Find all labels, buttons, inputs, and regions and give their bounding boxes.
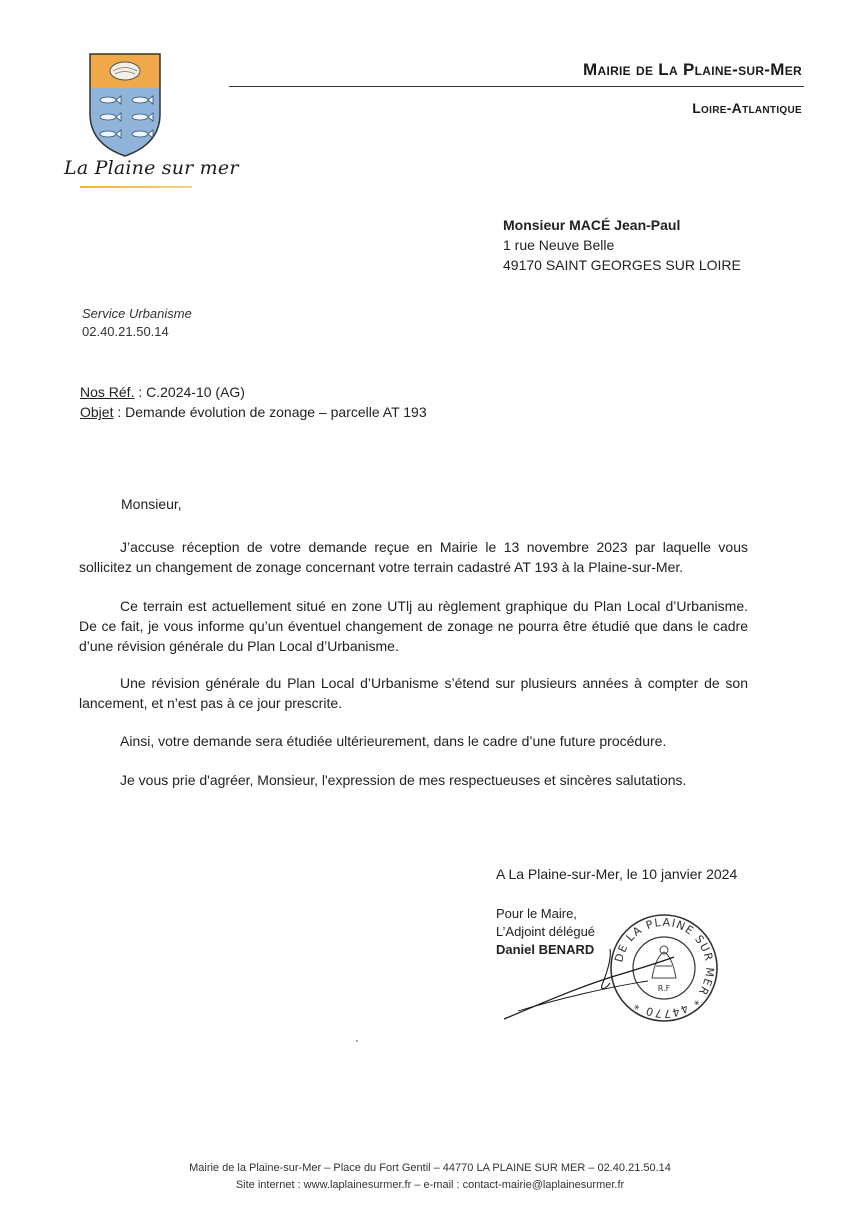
service-phone: 02.40.21.50.14: [82, 324, 169, 339]
town-crest-logo: [88, 52, 162, 158]
service-name: Service Urbanisme: [82, 306, 192, 321]
logo-underline: [80, 186, 192, 188]
footer-contact: Site internet : www.laplainesurmer.fr – e-mail : contact-mairie@laplainesurmer.fr: [235, 1179, 625, 1191]
body-paragraph: Ce terrain est actuellement situé en zone UTlj au règlement graphique du Plan Local d’Urbanisme. De ce fait, je vous informe qu’un éventuel changement de zonage ne pourra être étudié que dans le cadre d’une révision générale du Plan Local d’Urbanisme.: [79, 598, 748, 654]
town-hall-name: Mairie de La Plaine-sur-Mer: [583, 60, 802, 79]
for-mayor-line: Pour le Maire,: [496, 906, 577, 921]
sender-service: [82, 305, 192, 341]
letter-references: [80, 382, 427, 422]
recipient-street: 1 rue Neuve Belle: [503, 237, 615, 253]
footer-address: Mairie de la Plaine-sur-Mer – Place du Fort Gentil – 44770 LA PLAINE SUR MER – 02.40.21.50.14: [189, 1162, 671, 1174]
place-and-date: A La Plaine-sur-Mer, le 10 janvier 2024: [496, 866, 738, 882]
closing-formula: Je vous prie d'agréer, Monsieur, l'expression de mes respectueuses et sincères salutations.: [120, 772, 687, 788]
department-name: Loire-Atlantique: [692, 100, 802, 116]
reference-line: [80, 382, 427, 402]
body-paragraph: Une révision générale du Plan Local d’Urbanisme s’étend sur plusieurs années à compter de son lancement, et n’est pas à ce jour prescrite.: [79, 675, 748, 711]
recipient-name: Monsieur MACÉ Jean-Paul: [503, 217, 681, 233]
seal-center-text: R.F: [657, 984, 671, 993]
recipient-address: [503, 215, 741, 275]
object-label: Objet: [80, 404, 114, 420]
letter-footer: [0, 1160, 860, 1194]
object-value: : Demande évolution de zonage – parcelle AT 193: [113, 404, 427, 420]
scan-speck: [356, 1040, 358, 1042]
handwritten-signature: [498, 945, 678, 1025]
reference-label: Nos Réf.: [80, 384, 135, 400]
signer-name: Daniel BENARD: [496, 942, 595, 957]
body-paragraph: J’accuse réception de votre demande reçue en Mairie le 13 novembre 2023 par laquelle vous sollicitez un changement de zonage concernant votre terrain cadastré AT 193 à la Plaine-sur-Mer.: [79, 539, 748, 575]
salutation: Monsieur,: [121, 496, 182, 512]
object-line: [80, 402, 427, 422]
signer-role: L’Adjoint délégué: [496, 924, 596, 939]
header-rule: [229, 86, 804, 87]
logo-wordmark: La Plaine sur mer: [64, 157, 239, 179]
seal-ring-text: DE LA PLAINE SUR MER * 44770 *: [612, 915, 717, 1021]
recipient-city: 49170 SAINT GEORGES SUR LOIRE: [503, 257, 741, 273]
reference-value: : C.2024-10 (AG): [134, 384, 245, 400]
body-paragraph: Ainsi, votre demande sera étudiée ultérieurement, dans le cadre d’une future procédure.: [120, 733, 667, 749]
